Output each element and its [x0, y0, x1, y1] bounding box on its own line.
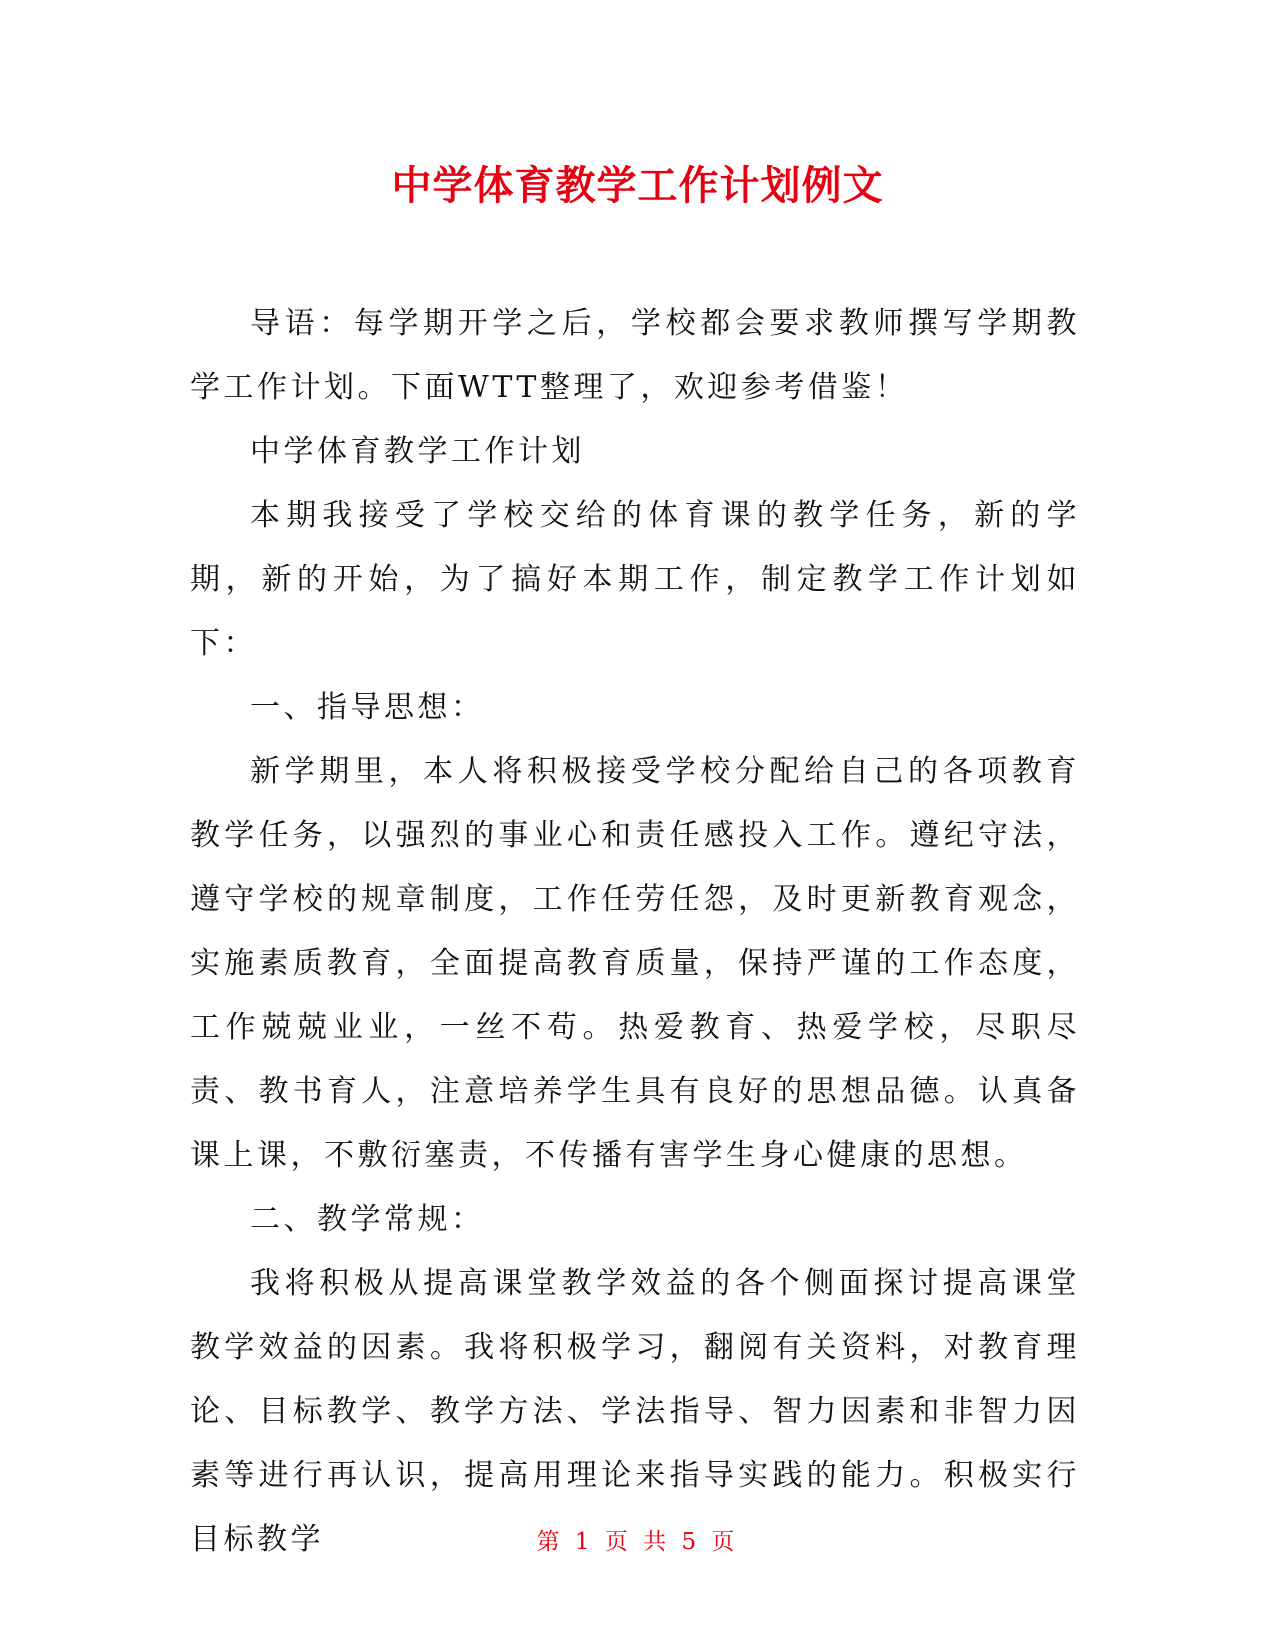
intro-paragraph: 导语：每学期开学之后，学校都会要求教师撰写学期教学工作计划。下面WTT整理了，欢迎参考借鉴！ — [190, 306, 1080, 405]
section-heading-teaching-routine: 二、教学常规： — [250, 1202, 485, 1237]
plan-heading: 中学体育教学工作计划 — [250, 434, 585, 469]
document-title: 中学体育教学工作计划例文 — [391, 163, 884, 209]
teaching-routine-paragraph: 我将积极从提高课堂教学效益的各个侧面探讨提高课堂教学效益的因素。我将积极学习，翻阅有关资料，对教育理论、目标教学、教学方法、学法指导、智力因素和非智力因素等进行再认识，提高用理论来指导实践的能力。积极实行目标教学 — [190, 1266, 1080, 1557]
document-body — [190, 292, 1080, 1572]
guiding-thought-paragraph: 新学期里，本人将积极接受学校分配给自己的各项教育教学任务，以强烈的事业心和责任感投入工作。遵纪守法，遵守学校的规章制度，工作任劳任怨，及时更新教育观念，实施素质教育，全面提高教育质量，保持严谨的工作态度，工作兢兢业业，一丝不苟。热爱教育、热爱学校，尽职尽责、教书育人，注意培养学生具有良好的思想品德。认真备课上课，不敷衍塞责，不传播有害学生身心健康的思想。 — [190, 754, 1080, 1173]
page-number-footer: 第 1 页 共 5 页 — [536, 1529, 739, 1555]
opening-paragraph: 本期我接受了学校交给的体育课的教学任务，新的学期，新的开始，为了搞好本期工作，制定教学工作计划如下： — [190, 498, 1080, 661]
section-heading-guiding-thought: 一、指导思想： — [250, 690, 485, 725]
